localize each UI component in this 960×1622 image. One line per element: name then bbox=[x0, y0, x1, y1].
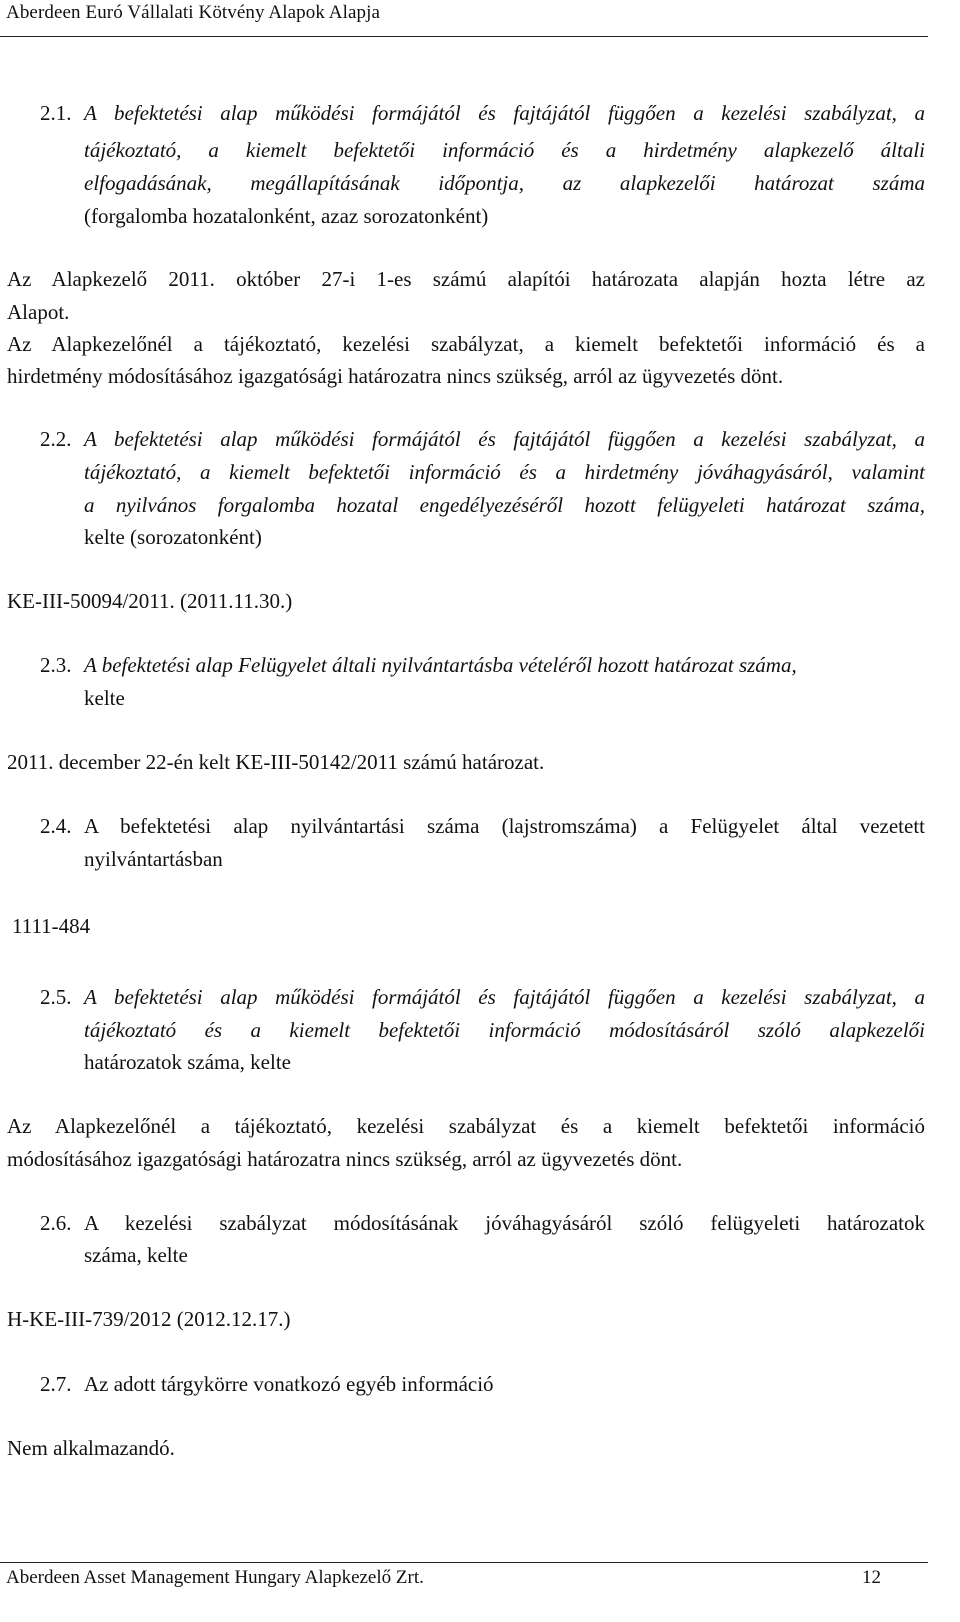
section-heading-2-7-line-1: Az adott tárgykörre vonatkozó egyéb információ bbox=[84, 1372, 494, 1396]
section-number-2-7: 2.7. bbox=[40, 1372, 72, 1396]
paragraph-2-1-line-4: hirdetmény módosításához igazgatósági határozatra nincs szükség, arról az ügyvezetés dönt. bbox=[7, 364, 784, 388]
section-number-2-1: 2.1. bbox=[40, 101, 72, 125]
section-heading-2-1-line-2: tájékoztató, a kiemelt befektetői információ és a hirdetmény alapkezelő általi bbox=[84, 138, 925, 162]
footer-company: Aberdeen Asset Management Hungary Alapkezelő Zrt. bbox=[6, 1567, 424, 1588]
paragraph-2-3-line-1: 2011. december 22-én kelt KE-III-50142/2011 számú határozat. bbox=[7, 750, 545, 774]
paragraph-2-1-line-1: Az Alapkezelő 2011. október 27-i 1-es számú alapítói határozata alapján hozta létre az bbox=[7, 267, 925, 291]
section-heading-2-5-line-1: A befektetési alap működési formájától és fajtájától függően a kezelési szabályzat, a bbox=[84, 985, 925, 1009]
section-heading-2-2-line-3: a nyilvános forgalomba hozatal engedélyezéséről hozott felügyeleti határozat száma, bbox=[84, 493, 925, 517]
paragraph-2-6-line-1: H-KE-III-739/2012 (2012.12.17.) bbox=[7, 1307, 291, 1331]
section-number-2-4: 2.4. bbox=[40, 814, 72, 838]
section-number-2-2: 2.2. bbox=[40, 427, 72, 451]
paragraph-2-1-line-2: Alapot. bbox=[7, 300, 70, 324]
section-heading-2-5-line-2: tájékoztató és a kiemelt befektetői információ módosításáról szóló alapkezelői bbox=[84, 1018, 925, 1042]
paragraph-2-4-line-1: 1111-484 bbox=[12, 914, 91, 938]
paragraph-2-5-line-2: módosításához igazgatósági határozatra nincs szükség, arról az ügyvezetés dönt. bbox=[7, 1147, 683, 1171]
section-heading-2-2-line-4: kelte (sorozatonként) bbox=[84, 525, 262, 549]
section-number-2-6: 2.6. bbox=[40, 1211, 72, 1235]
section-heading-2-5-line-3: határozatok száma, kelte bbox=[84, 1050, 291, 1074]
page-number: 12 bbox=[862, 1567, 881, 1588]
section-heading-2-1-line-4: (forgalomba hozatalonként, azaz sorozatonként) bbox=[84, 204, 489, 228]
paragraph-2-7-line-1: Nem alkalmazandó. bbox=[7, 1436, 175, 1460]
section-heading-2-6-line-2: száma, kelte bbox=[84, 1243, 188, 1267]
paragraph-2-5-line-1: Az Alapkezelőnél a tájékoztató, kezelési szabályzat és a kiemelt befektetői információ bbox=[7, 1114, 925, 1138]
section-heading-2-4-line-2: nyilvántartásban bbox=[84, 847, 223, 871]
section-heading-2-3-line-2: kelte bbox=[84, 686, 125, 710]
section-number-2-3: 2.3. bbox=[40, 653, 72, 677]
section-heading-2-3-line-1: A befektetési alap Felügyelet általi nyilvántartásba vételéről hozott határozat száma, bbox=[84, 653, 797, 677]
paragraph-2-1-line-3: Az Alapkezelőnél a tájékoztató, kezelési szabályzat, a kiemelt befektetői információ és a bbox=[7, 332, 925, 356]
section-heading-2-1-line-1: A befektetési alap működési formájától és fajtájától függően a kezelési szabályzat, a bbox=[84, 101, 925, 125]
section-heading-2-4-line-1: A befektetési alap nyilvántartási száma (lajstromszáma) a Felügyelet által vezetett bbox=[84, 814, 925, 838]
section-heading-2-2-line-1: A befektetési alap működési formájától és fajtájától függően a kezelési szabályzat, a bbox=[84, 427, 925, 451]
section-heading-2-6-line-1: A kezelési szabályzat módosításának jóváhagyásáról szóló felügyeleti határozatok bbox=[84, 1211, 925, 1235]
section-heading-2-1-line-3: elfogadásának, megállapításának időpontja, az alapkezelői határozat száma bbox=[84, 171, 925, 195]
running-header: Aberdeen Euró Vállalati Kötvény Alapok Alapja bbox=[6, 2, 381, 23]
section-number-2-5: 2.5. bbox=[40, 985, 72, 1009]
paragraph-2-2-line-1: KE-III-50094/2011. (2011.11.30.) bbox=[7, 589, 293, 613]
section-heading-2-2-line-2: tájékoztató, a kiemelt befektetői információ és a hirdetmény jóváhagyásáról, valamint bbox=[84, 460, 925, 484]
footer-divider bbox=[0, 1562, 928, 1563]
header-divider bbox=[0, 36, 928, 37]
